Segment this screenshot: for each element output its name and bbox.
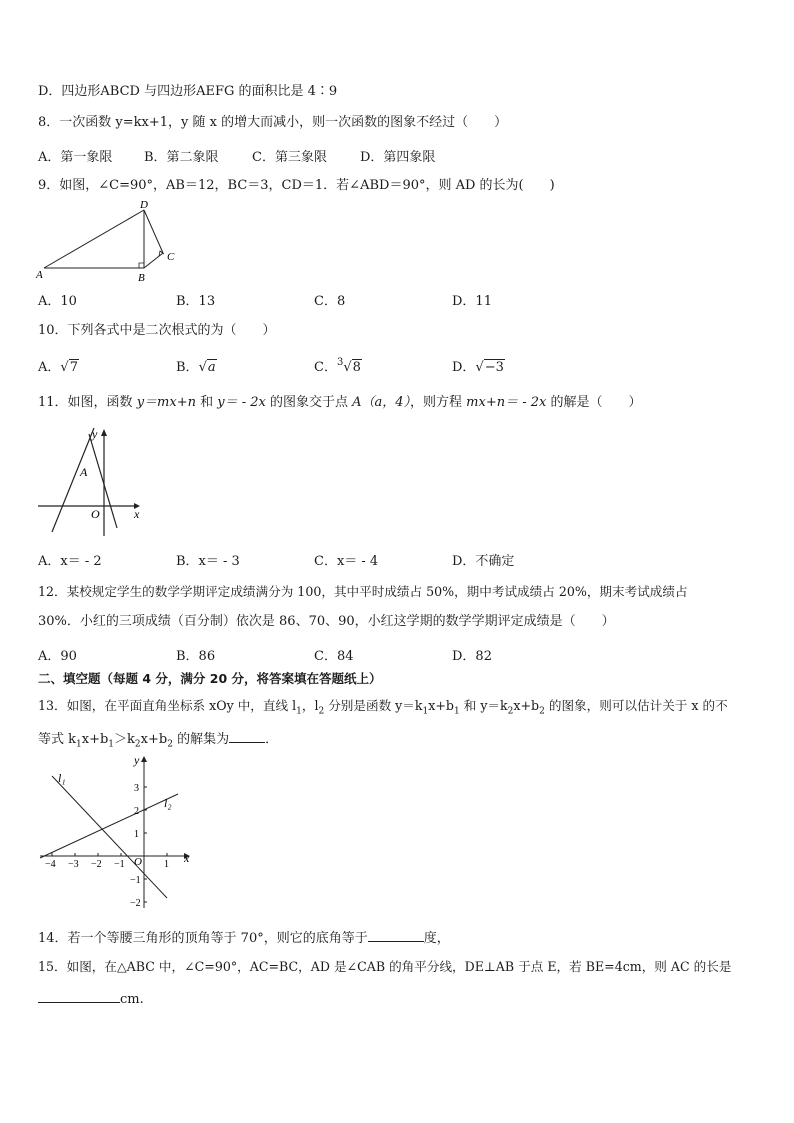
q13-ytick-label: 3 xyxy=(134,783,139,794)
q8-options xyxy=(38,146,758,166)
q9-segment-ad xyxy=(44,210,144,268)
q11-label-o: O xyxy=(91,507,100,521)
q13-label-o: O xyxy=(134,856,142,868)
q11-option-b[interactable]: B．x＝ - 3 xyxy=(176,554,240,569)
q11-option-a[interactable]: A．x＝ - 2 xyxy=(38,554,102,569)
q13-xtick-label: 1 xyxy=(164,859,169,870)
q9-triangle-figure xyxy=(30,196,190,286)
q13-stem-line1: 13．如图，在平面直角坐标系 xOy 中，直线 $l_1$，$l_2$ 分别是函数 $y=k_1x+b_1$ 和 $y=k_2x+b_2$ 的图象，则可以估计关于 x 的不 xyxy=(38,698,728,717)
q9-right-angle-b xyxy=(139,263,144,268)
q13-ytick-label: 1 xyxy=(134,829,139,840)
q13-xtick-label: −2 xyxy=(91,859,102,870)
q13-line-l1 xyxy=(52,776,167,898)
q11-option-c[interactable]: C．x＝ - 4 xyxy=(314,554,379,569)
q12-option-b[interactable]: B．86 xyxy=(176,649,216,664)
radical-sign-icon: √ xyxy=(198,360,207,375)
q10-radicand-c: 8 xyxy=(352,360,361,375)
radical-sign-icon: √ xyxy=(475,360,484,375)
q13-ytick-label: −1 xyxy=(130,875,141,886)
q9-label-b: B xyxy=(138,272,145,284)
q9-label-a: A xyxy=(36,269,43,281)
q15-answer-blank[interactable] xyxy=(38,988,120,1003)
q11-option-d[interactable]: D．不确定 xyxy=(452,554,515,569)
q13-answer-blank[interactable] xyxy=(229,728,265,743)
q11-label-a: A xyxy=(80,465,88,479)
q12-option-c[interactable]: C．84 xyxy=(314,649,354,664)
q13-line-l2 xyxy=(40,794,178,858)
q8-option-a[interactable]: A．第一象限 xyxy=(38,150,113,165)
q10-radicand-a: 7 xyxy=(69,360,78,375)
q13-y-arrow-icon xyxy=(141,756,147,762)
q8-option-c[interactable]: C．第三象限 xyxy=(252,150,327,165)
q10-stem: 10．下列各式中是二次根式的为（ ） xyxy=(38,323,276,338)
q9-options xyxy=(38,290,758,310)
q13-graph-figure xyxy=(34,752,204,912)
q8-option-d[interactable]: D．第四象限 xyxy=(360,150,436,165)
q12-options xyxy=(38,645,758,665)
q13-stem-line2: 等式 $k_1x+b_1>k_2x+b_2$ 的解集为 ． xyxy=(38,728,278,754)
q10-option-c[interactable]: C．$^3$√8 xyxy=(314,357,361,375)
q8-stem: 8．一次函数 y=kx+1，y 随 x 的增大而减小，则一次函数的图象不经过（ ） xyxy=(38,115,508,130)
q11-line-y-mx-n xyxy=(52,428,94,532)
q13-xtick-label: −4 xyxy=(45,859,56,870)
q15-stem-line2: cm. xyxy=(38,988,144,1009)
section-heading-fill-in: 二、填空题（每题 4 分，满分 20 分，将答案填在答题纸上） xyxy=(38,671,382,686)
q10-radicand-d: −3 xyxy=(484,360,504,375)
radical-sign-icon: √ xyxy=(60,360,69,375)
q9-option-c[interactable]: C．8 xyxy=(314,294,346,309)
q9-segment-dc xyxy=(144,210,163,253)
q12-stem-line2: 30%．小红的三项成绩（百分制）依次是 86、70、90，小红这学期的数学学期评定成绩是（ ） xyxy=(38,614,615,629)
q15-stem-line1: 15．如图，在△ABC 中，∠C=90°，AC=BC，AD 是∠CAB 的角平分线，DE⊥AB 于点 E，若 BE=4cm，则 AC 的长是 xyxy=(38,959,732,974)
q11-options xyxy=(38,550,758,570)
q10-option-b[interactable]: B．√a xyxy=(176,360,216,375)
q9-label-c: C xyxy=(167,251,175,263)
q12-option-a[interactable]: A．90 xyxy=(38,649,77,664)
q11-y-arrow-icon xyxy=(101,429,107,436)
q13-label-l1: l₁ xyxy=(58,771,66,785)
q9-option-b[interactable]: B．13 xyxy=(176,294,216,309)
q11-label-y: y xyxy=(92,427,98,441)
q13-label-y: y xyxy=(134,753,140,767)
q10-option-a[interactable]: A．√7 xyxy=(38,360,78,375)
q12-stem-line1: 12．某校规定学生的数学学期评定成绩满分为 100，其中平时成绩占 50%，期中考试成绩占 20%，期末考试成绩占 xyxy=(38,584,688,599)
q10-radicand-b: a xyxy=(207,360,216,375)
q9-option-a[interactable]: A．10 xyxy=(38,294,77,309)
q11-label-x: x xyxy=(134,507,140,521)
q14-answer-blank[interactable] xyxy=(368,927,424,942)
q13-xtick-label: −3 xyxy=(68,859,79,870)
q14-stem: 14．若一个等腰三角形的顶角等于 70°，则它的底角等于 度， xyxy=(38,927,450,948)
q9-option-d[interactable]: D．11 xyxy=(452,294,492,309)
q13-ytick-label: 2 xyxy=(134,806,139,817)
q10-option-d[interactable]: D．√−3 xyxy=(452,360,504,375)
q9-segment-bc xyxy=(144,253,163,268)
q9-label-d: D xyxy=(140,199,148,211)
q9-stem: 9．如图，∠C=90°，AB＝12，BC＝3，CD＝1．若∠ABD＝90°，则 AD 的长为( ) xyxy=(38,178,555,193)
q13-label-x: x xyxy=(184,851,190,865)
q13-xtick-label: −1 xyxy=(114,859,125,870)
q8-option-b[interactable]: B．第二象限 xyxy=(144,150,219,165)
q12-option-d[interactable]: D．82 xyxy=(452,649,492,664)
radical-sign-icon: √ xyxy=(343,360,352,375)
q7-option-d: D．四边形ABCD 与四边形AEFG 的面积比是 4∶9 xyxy=(38,84,338,99)
q13-ytick-label: −2 xyxy=(130,898,141,909)
q11-stem: 11．如图，函数 y＝mx+n 和 y＝ - 2x 的图象交于点 A（a，4），则方程 mx+n＝ - 2x 的解是（ ） xyxy=(38,395,642,410)
q10-options xyxy=(38,356,758,380)
q13-label-l2: l₂ xyxy=(164,796,172,810)
q11-graph-figure xyxy=(34,424,154,536)
